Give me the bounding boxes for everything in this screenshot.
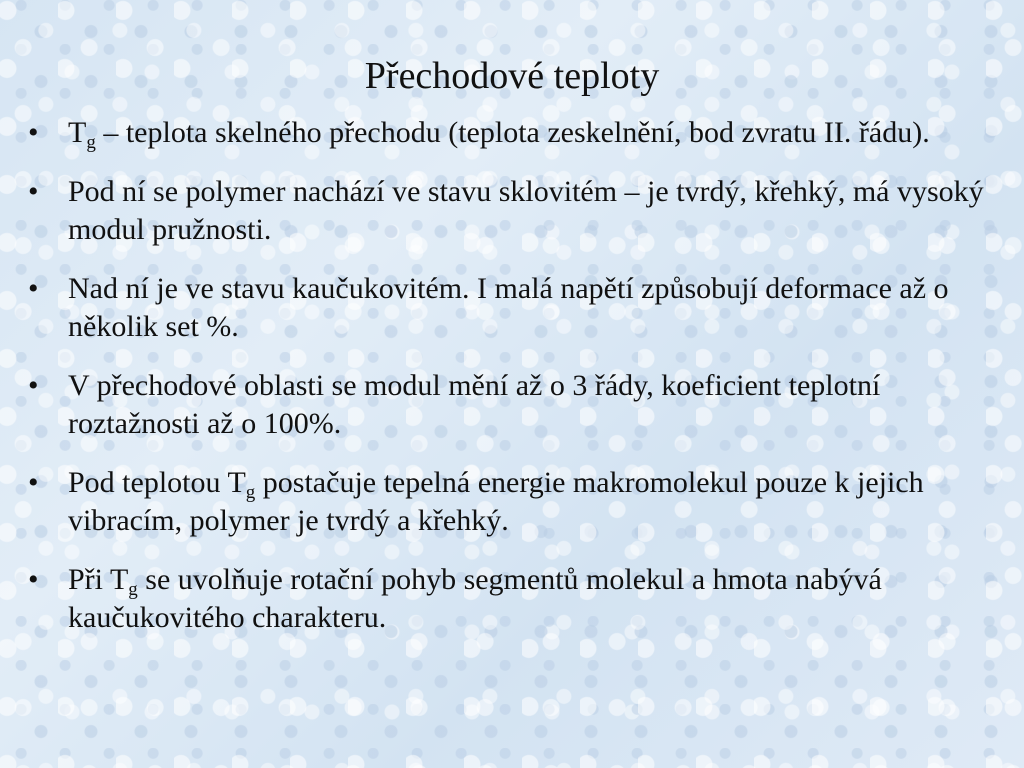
bullet-text: Pod ní se polymer nachází ve stavu sklovitém – je tvrdý, křehký, má vysoký modul pružnosti. xyxy=(68,175,984,246)
subscript-g: g xyxy=(128,579,138,600)
subscript-g: g xyxy=(245,482,256,503)
bullet-prefix: Při T xyxy=(68,563,129,596)
bullet-icon: • xyxy=(28,369,39,402)
bullet-item-transition-region xyxy=(28,367,996,443)
bullet-text: V přechodové oblasti se modul mění až o 3 řády, koeficient teplotní roztažnosti až o 100%. xyxy=(68,369,881,440)
bullet-icon: • xyxy=(28,272,39,305)
bullet-icon: • xyxy=(28,563,39,596)
bullet-item-tg-definition xyxy=(28,114,996,152)
bullet-icon: • xyxy=(28,116,39,149)
symbol-t: T xyxy=(68,116,87,149)
bullet-item-rubbery-state xyxy=(28,270,996,346)
bullet-list xyxy=(28,114,996,658)
bullet-prefix: Pod teplotou T xyxy=(68,466,246,499)
bullet-item-below-tg xyxy=(28,464,996,540)
bullet-text: Nad ní je ve stavu kaučukovitém. I malá napětí způsobují deformace až o několik set %. xyxy=(68,272,949,343)
slide-title: Přechodové teploty xyxy=(364,55,660,97)
bullet-item-glassy-state xyxy=(28,173,996,249)
bullet-icon: • xyxy=(28,175,39,208)
bullet-text: – teplota skelného přechodu (teplota zeskelnění, bod zvratu II. řádu). xyxy=(95,116,930,149)
bullet-icon: • xyxy=(28,466,39,499)
bullet-item-at-tg xyxy=(28,561,996,637)
bullet-suffix: postačuje tepelná energie makromolekul pouze k jejich vibracím, polymer je tvrdý a křehký. xyxy=(68,466,924,537)
subscript-g: g xyxy=(86,132,96,153)
bullet-suffix: se uvolňuje rotační pohyb segmentů molekul a hmota nabývá kaučukovitého charakteru. xyxy=(68,563,882,634)
